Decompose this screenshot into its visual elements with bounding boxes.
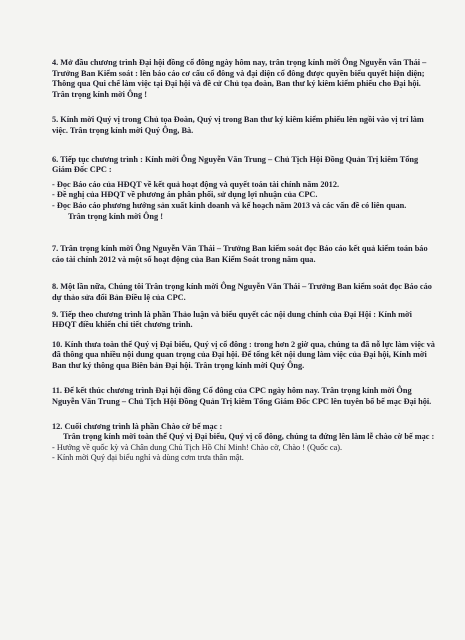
section-8 (52, 282, 435, 303)
section-8-text: 8. Một lần nữa, Chúng tôi Trân trọng kính mời Ông Nguyễn Văn Thái – Trưởng Ban kiểm soát đọc Báo cáo dự thảo sửa đổi Bản Điều lệ của CPC. (52, 282, 432, 302)
section-12-item-1: - Hướng về quốc kỳ và Chân dung Chủ Tịch Hồ Chí Minh! Chào cờ, Chào ! (Quốc ca). (52, 442, 343, 452)
section-12-intro: Trân trọng kính mời toàn thể Quý vị Đại biểu, Quý vị cổ đông, chúng ta đứng lên làm lễ chào cờ bế mạc : (63, 432, 435, 442)
section-7-text: 7. Trân trọng kính mời Ông Nguyễn Văn Thái – Trưởng Ban kiểm soát đọc Báo cáo kết quả kiểm toán báo cáo tài chính 2012 và một số hoạt động của Ban Kiểm Soát trong năm qua. (52, 244, 428, 264)
section-7 (52, 244, 435, 265)
section-5 (52, 115, 435, 136)
section-6 (52, 155, 435, 223)
section-9 (52, 310, 435, 331)
section-11 (52, 386, 435, 407)
section-6-heading: 6. Tiếp tục chương trình : Kính mời Ông Nguyễn Văn Trung – Chủ Tịch Hội Đồng Quản Trị kiêm Tổng Giám Đốc CPC : (52, 154, 419, 175)
section-12 (52, 422, 435, 464)
section-11-text: 11. Để kết thúc chương trình Đại hội đồng Cổ đông của CPC ngày hôm nay. Trân trọng kính mời Ông Nguyễn Văn Trung – Chủ Tịch Hội Đồng Quản Trị kiêm Tổng Giám Đốc CPC lên tuyên bố bế mạc Đại hội. (52, 386, 432, 407)
section-4 (52, 58, 435, 100)
section-9-text: 9. Tiếp theo chương trình là phần Thảo luận và biểu quyết các nội dung chính của Đại Hội : Kính mời HĐQT điều khiển chi tiết chương trình. (52, 309, 412, 330)
section-10-text: 10. Kính thưa toàn thể Quý vị Đại biểu, Quý vị cổ đông : trong hơn 2 giờ qua, chúng ta đã nỗ lực làm việc và đã thông qua nhiều nội dung quan trọng của Đại hội. Để tổng kết nội dung làm việc của Đại hội, Kính mời Ban thư ký thông qua Biên bản Đại hội. Trân trọng kính mời Quý Ông. (52, 339, 435, 370)
section-6-item-2: - Đề nghị của HĐQT về phương án phân phối, sử dụng lợi nhuận của CPC. (52, 190, 318, 200)
section-6-item-3: - Đọc Báo cáo phương hướng sản xuất kinh doanh và kế hoạch năm 2013 và các vấn đề có liên quan. (52, 200, 407, 210)
section-12-heading: 12. Cuối chương trình là phần Chào cờ bế mạc : (52, 421, 223, 431)
section-6-item-1: - Đọc Báo cáo của HĐQT về kết quả hoạt động và quyết toán tài chính năm 2012. (52, 179, 340, 189)
section-12-item-2: - Kính mời Quý đại biểu nghỉ và dùng cơm trưa thân mật. (52, 453, 244, 463)
section-4-text: 4. Mở đầu chương trình Đại hội đồng cổ đông ngày hôm nay, trân trọng kính mời Ông Nguyễn văn Thái – Trưởng Ban Kiểm soát : lên báo cáo cơ cấu cổ đông và đại diện cổ đông được quyền biểu quyết hiện diện; Thông qua Qui chế làm việc tại Đại hội và đề cử Chủ tọa đoàn, Ban thư ký kiêm kiểm phiếu cho Đại hội. Trân trọng kính mời Ông ! (52, 58, 427, 99)
section-10 (52, 340, 435, 372)
section-5-text: 5. Kính mời Quý vị trong Chủ tọa Đoàn, Quý vị trong Ban thư ký kiêm kiểm phiếu lên ngồi vào vị trí làm việc. Trân trọng kính mời Quý Ông, Bà. (52, 115, 424, 135)
section-6-thanks: Trân trọng kính mời Ông ! (68, 211, 164, 221)
